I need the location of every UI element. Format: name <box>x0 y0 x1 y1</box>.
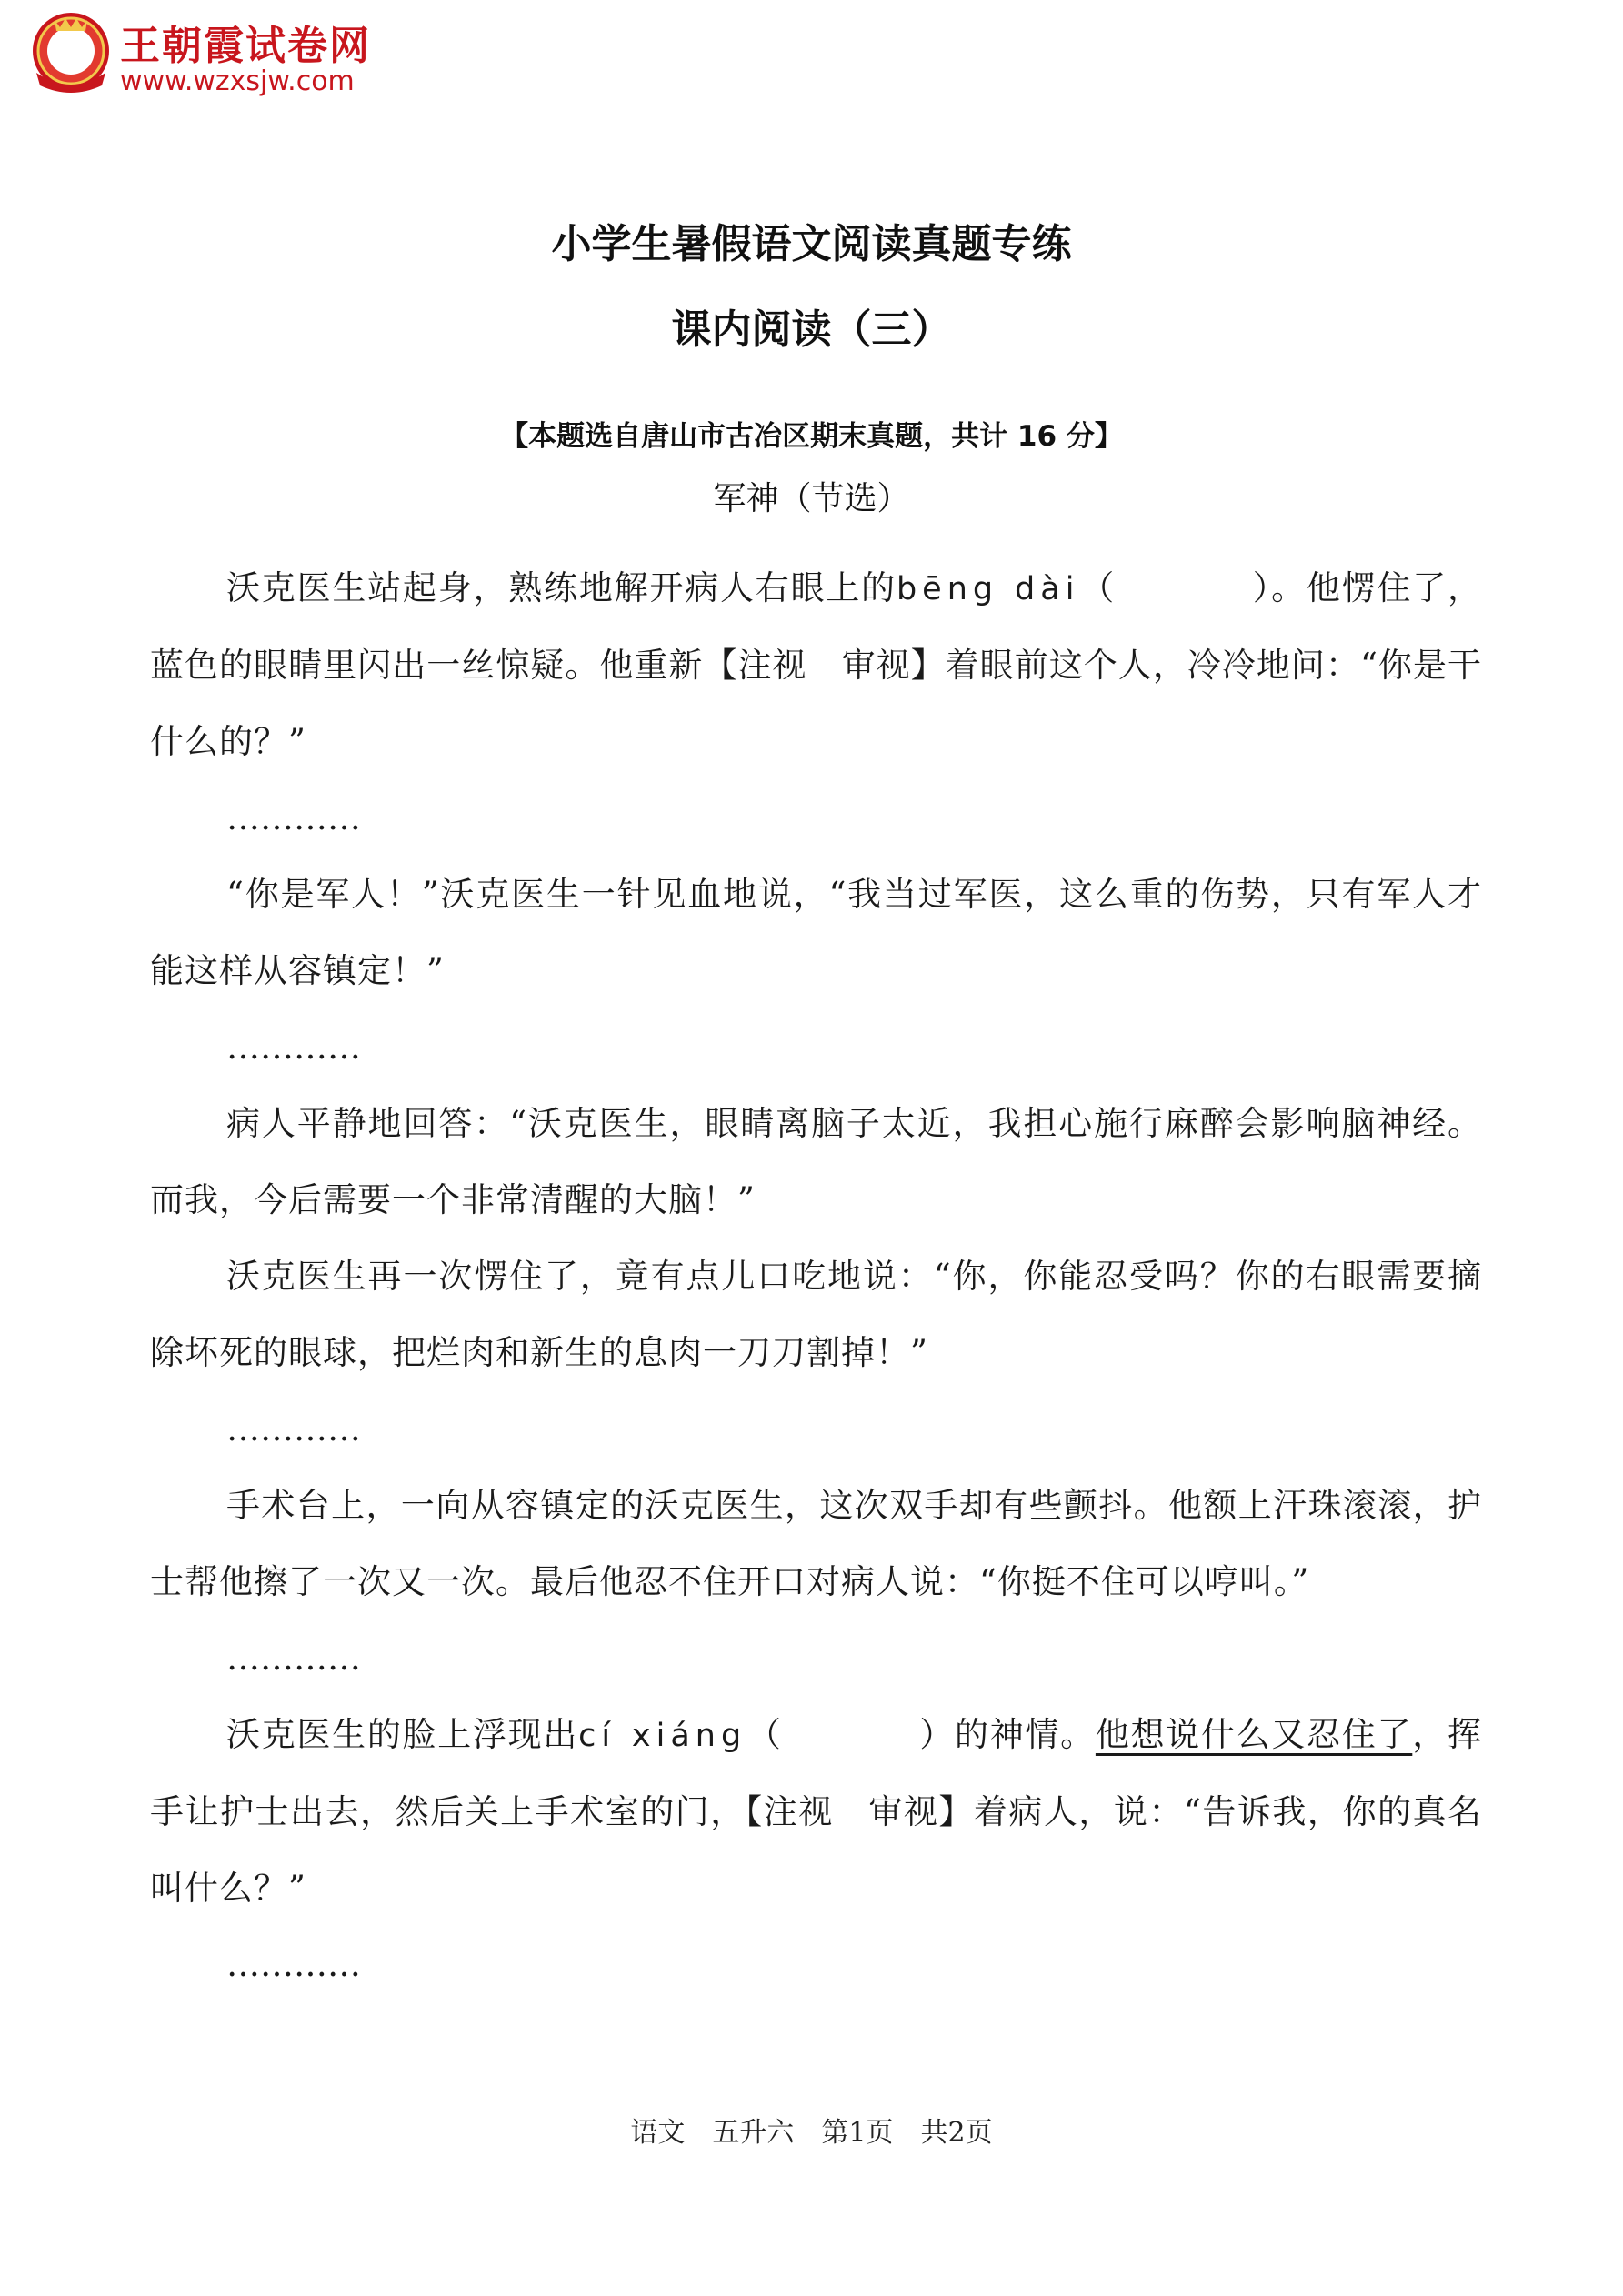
underlined-sentence: 他想说什么又忍住了 <box>1095 1715 1413 1754</box>
question-source: 【本题选自唐山市古冶区期末真题，共计 16 分】 <box>500 420 1123 453</box>
brand-url[interactable]: www.wzxsjw.com <box>120 65 355 97</box>
paragraph-6: 沃克医生的脸上浮现出cí xiáng（ ）的神情。他想说什么又忍住了，挥手让护士出去，然后关上手术室的门，【注视 审视】着病人，说：“告诉我，你的真名叫什么？” <box>150 1715 1483 1908</box>
ellipsis: ………… <box>226 798 361 837</box>
paragraph-5: 手术台上，一向从容镇定的沃克医生，这次双手却有些颤抖。他额上汗珠滚滚，护士帮他擦了一次又一次。最后他忍不住开口对病人说：“你挺不住可以哼叫。” <box>150 1486 1482 1601</box>
story-title: 军神（节选） <box>713 480 910 517</box>
pinyin-bengdai: bēng dài <box>896 571 1080 607</box>
paragraph-2: “你是军人！”沃克医生一针见血地说，“我当过军医，这么重的伤势，只有军人才能这样从容镇定！” <box>150 875 1482 990</box>
ellipsis: ………… <box>226 1028 361 1067</box>
ellipsis: ………… <box>226 1639 361 1678</box>
paragraph-4: 沃克医生再一次愣住了，竟有点儿口吃地说：“你，你能忍受吗？你的右眼需要摘除坏死的眼球，把烂肉和新生的息肉一刀刀割掉！” <box>150 1257 1482 1372</box>
page-subtitle: 课内阅读（三） <box>671 306 952 353</box>
page-title: 小学生暑假语文阅读真题专练 <box>551 221 1072 267</box>
passage <box>150 550 1482 2003</box>
paragraph-3: 病人平静地回答：“沃克医生，眼睛离脑子太近，我担心施行麻醉会影响脑神经。而我，今后需要一个非常清醒的大脑！” <box>150 1104 1482 1219</box>
paragraph-1: 沃克医生站起身，熟练地解开病人右眼上的bēng dài（ ）。他愣住了，蓝色的眼睛里闪出一丝惊疑。他重新【注视 审视】着眼前这个人，冷冷地问：“你是干什么的？” <box>150 568 1483 761</box>
ellipsis: ………… <box>226 1945 361 1984</box>
ellipsis: ………… <box>226 1409 361 1449</box>
brand-name: 王朝霞试卷网 <box>120 23 371 69</box>
page-footer: 语文 五升六 第1页 共2页 <box>630 2117 993 2149</box>
pinyin-cixiang: cí xiáng <box>578 1718 747 1754</box>
brand-logo-icon <box>27 9 115 96</box>
